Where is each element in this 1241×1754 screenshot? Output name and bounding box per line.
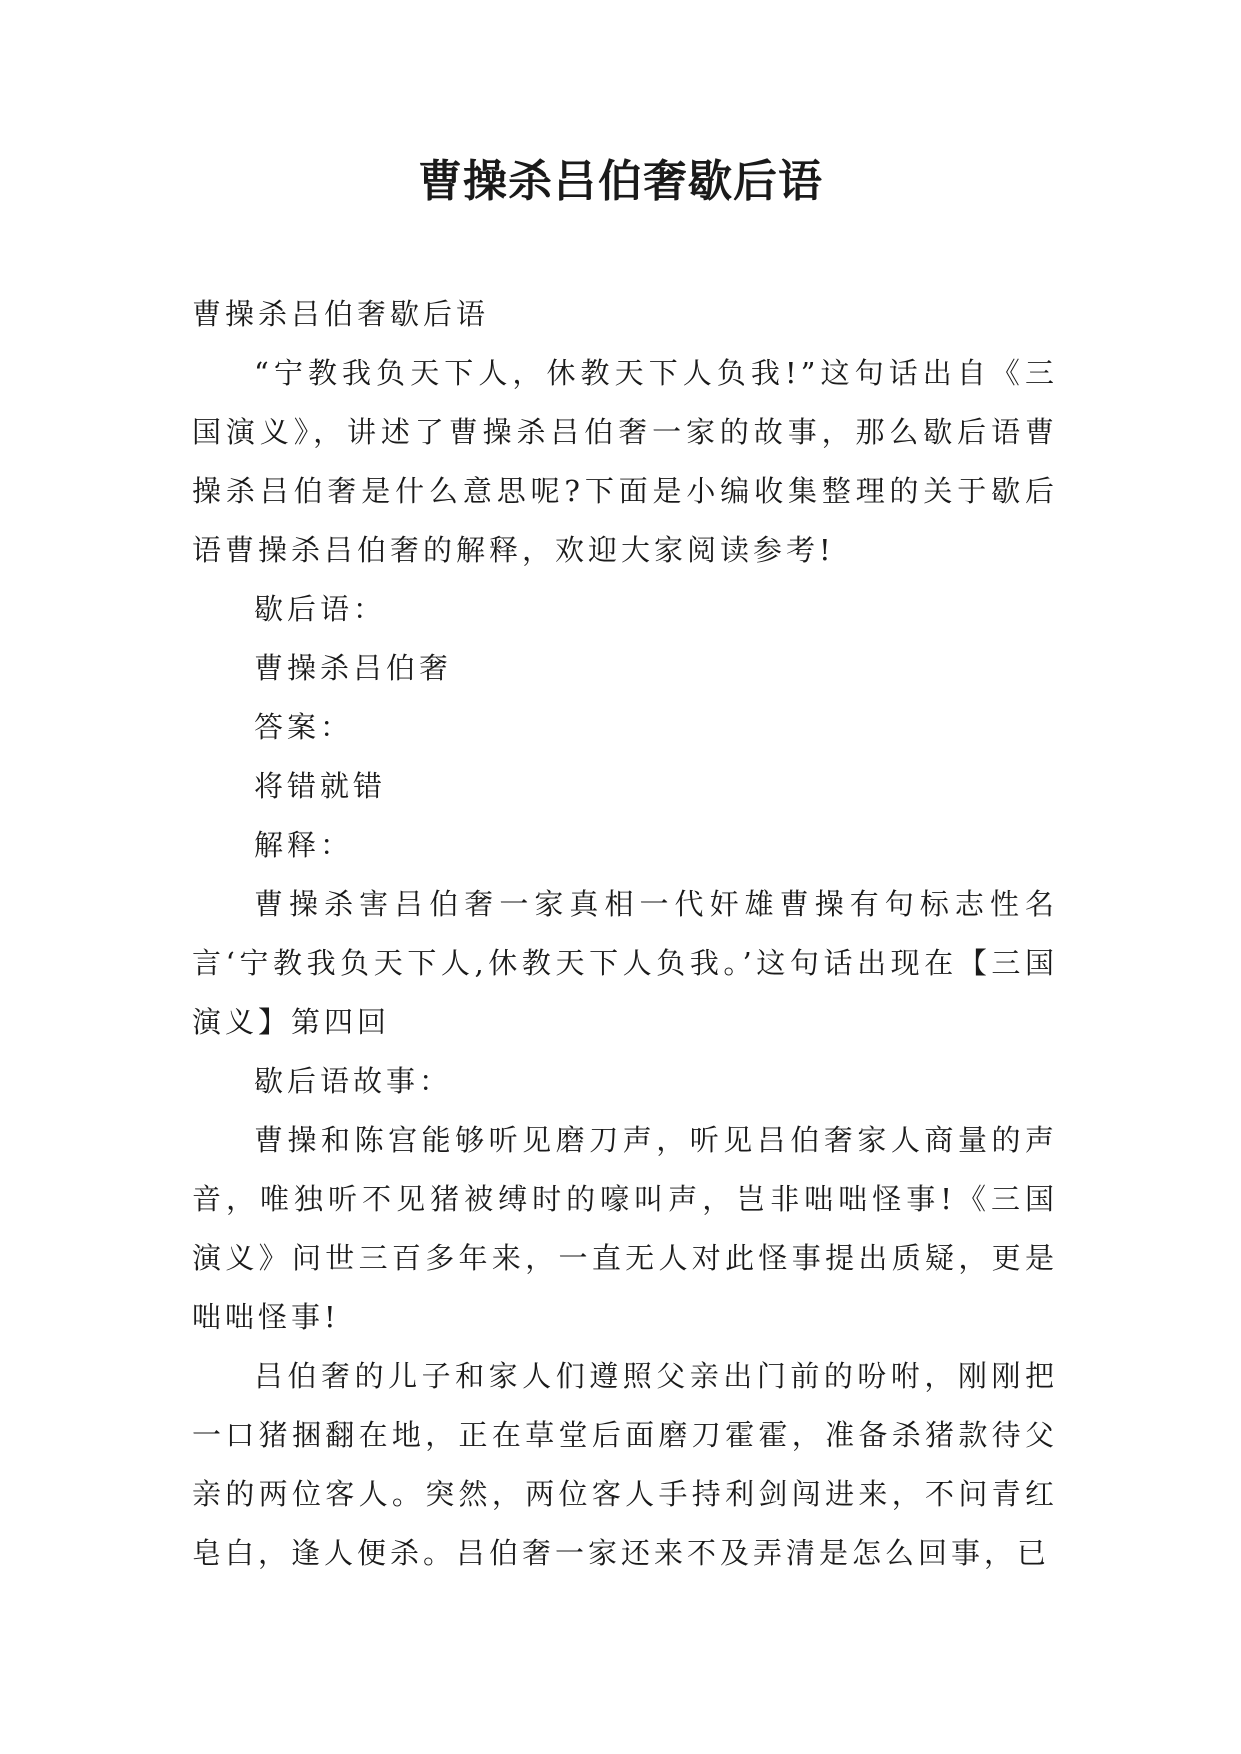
paragraph-intro: “宁教我负天下人，休教天下人负我!”这句话出自《三国演义》，讲述了曹操杀吕伯奢一家的故事，那么歇后语曹操杀吕伯奢是什么意思呢?下面是小编收集整理的关于歇后语曹操杀吕伯奢的解释，欢迎大家阅读参考! — [192, 356, 1058, 567]
paragraph-answer-label: 答案： — [254, 710, 354, 744]
paragraph-xiehouyu-label: 歇后语： — [254, 592, 387, 626]
document-body — [192, 285, 1058, 1583]
paragraph-heading: 曹操杀吕伯奢歇后语 — [192, 297, 490, 331]
paragraph-answer: 将错就错 — [254, 769, 387, 803]
document-title: 曹操杀吕伯奢歇后语 — [418, 156, 823, 207]
paragraph-explanation: 曹操杀害吕伯奢一家真相一代奸雄曹操有句标志性名言‘宁教我负天下人,休教天下人负我。’这句话出现在【三国演义】第四回 — [192, 887, 1058, 1039]
paragraph-xiehouyu: 曹操杀吕伯奢 — [254, 651, 453, 685]
paragraph-story-2: 吕伯奢的儿子和家人们遵照父亲出门前的吩咐，刚刚把一口猪捆翻在地，正在草堂后面磨刀霍霍，准备杀猪款待父亲的两位客人。突然，两位客人手持利剑闯进来，不问青红皂白，逢人便杀。吕伯奢一家还来不及弄清是怎么回事，已 — [192, 1359, 1058, 1570]
paragraph-explanation-label: 解释： — [254, 828, 354, 862]
paragraph-story-1: 曹操和陈宫能够听见磨刀声，听见吕伯奢家人商量的声音，唯独听不见猪被缚时的嚎叫声，岂非咄咄怪事!《三国演义》问世三百多年来，一直无人对此怪事提出质疑，更是咄咄怪事! — [192, 1123, 1058, 1334]
paragraph-story-label: 歇后语故事： — [254, 1064, 453, 1098]
